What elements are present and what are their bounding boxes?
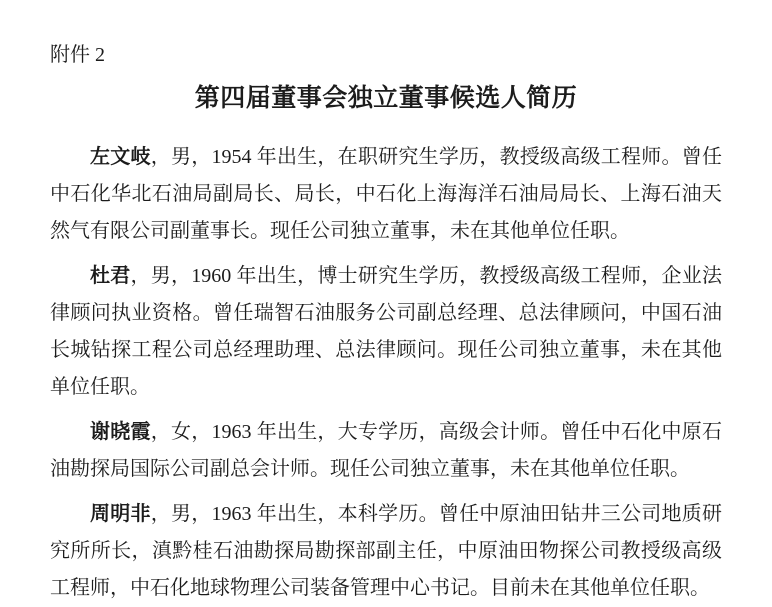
bio-text: ，男，1960 年出生，博士研究生学历，教授级高级工程师，企业法律顾问执业资格。曾任瑞智石油服务公司副总经理、总法律顾问，中国石油长城钻探工程公司总经理助理、总法律顾问。现任公司独立董事，未在其他单位任职。 (50, 265, 723, 398)
bio-text: ，男，1963 年出生，本科学历。曾任中原油田钻井三公司地质研究所所长，滇黔桂石油勘探局勘探部副主任，中原油田物探公司教授级高级工程师，中石化地球物理公司装备管理中心书记。目前未在其他单位任职。 (50, 503, 723, 599)
candidate-name: 谢晓霞 (90, 421, 151, 443)
bio-paragraph-zhou-mingfei (50, 496, 722, 607)
document-body (50, 139, 722, 607)
candidate-name: 周明非 (90, 503, 151, 525)
bio-paragraph-xie-xiaoxia (50, 414, 722, 488)
document-title: 第四届董事会独立董事候选人简历 (194, 85, 578, 112)
candidate-name: 杜君 (90, 265, 131, 287)
attachment-label: 附件 2 (50, 44, 105, 66)
bio-paragraph-zuo-wenqi (50, 139, 722, 250)
candidate-name: 左文岐 (90, 146, 151, 168)
bio-paragraph-du-jun (50, 258, 722, 406)
bio-text: ，男，1954 年出生，在职研究生学历，教授级高级工程师。曾任中石化华北石油局副局长、局长，中石化上海海洋石油局局长、上海石油天然气有限公司副董事长。现任公司独立董事，未在其他单位任职。 (50, 146, 723, 242)
bio-text: ，女，1963 年出生，大专学历，高级会计师。曾任中石化中原石油勘探局国际公司副总会计师。现任公司独立董事，未在其他单位任职。 (50, 421, 723, 480)
